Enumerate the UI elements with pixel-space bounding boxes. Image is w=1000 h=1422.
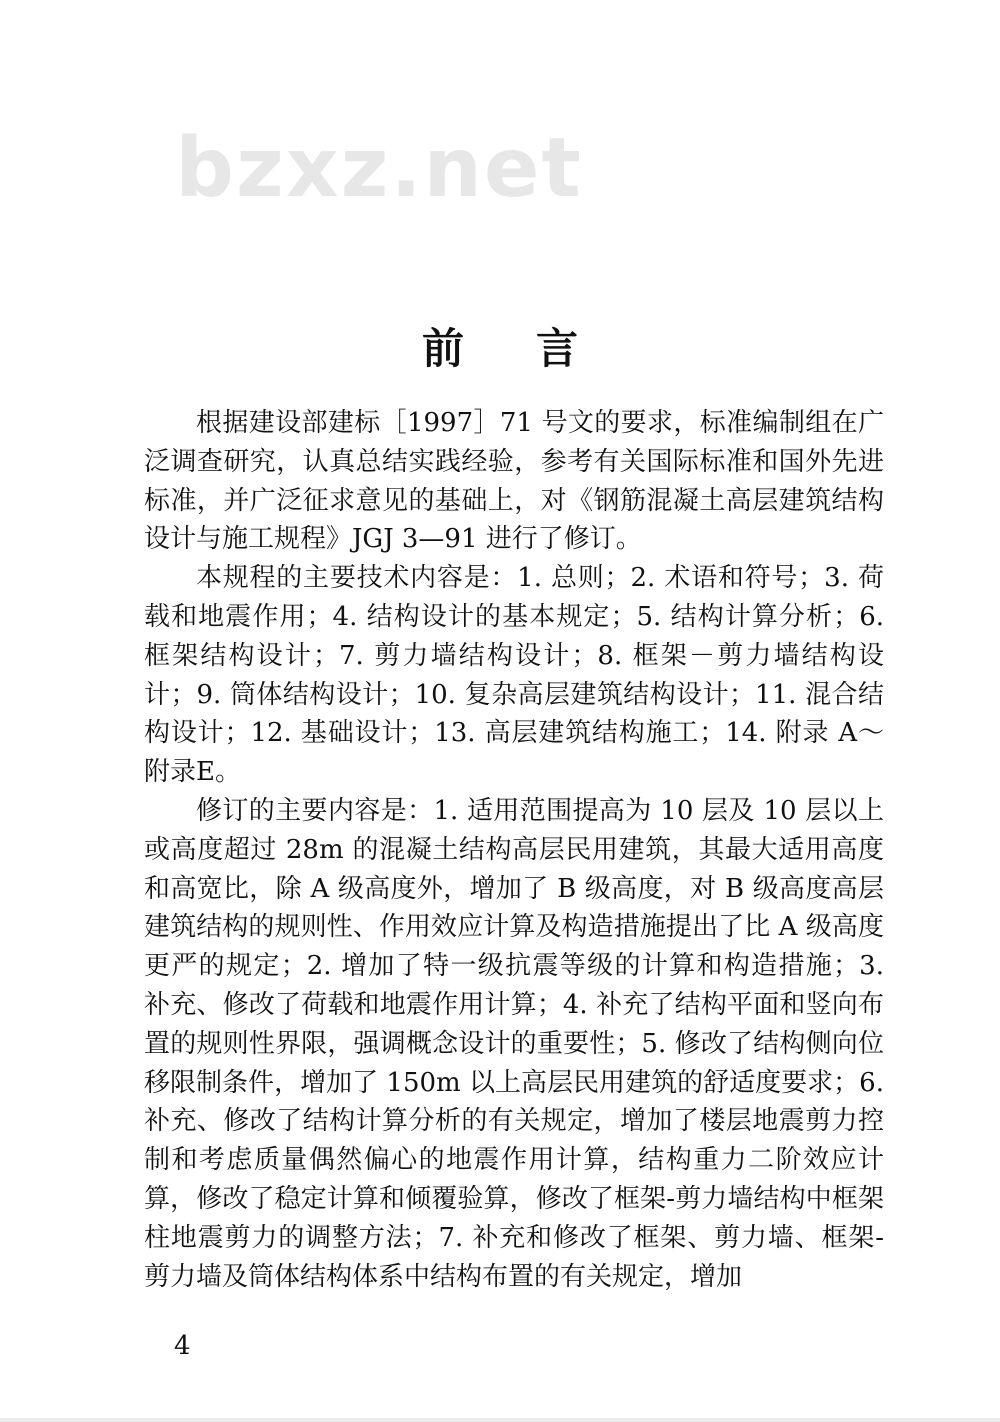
paragraph-revision-contents: 修订的主要内容是：1. 适用范围提高为 10 层及 10 层以上或高度超过 28m 的混凝土结构高层民用建筑，其最大适用高度和高宽比，除 A 级高度外，增加了 B 级高度，对 B 级高度高层建筑结构的规则性、作用效应计算及构造措施提出了比 A 级高度更严的规定；2. 增加了特一级抗震等级的计算和构造措施；3. 补充、修改了荷载和地震作用计算；4. 补充了结构平面和竖向布置的规则性界限，强调概念设计的重要性；5. 修改了结构侧向位移限制条件，增加了 150m 以上高层民用建筑的舒适度要求；6. 补充、修改了结构计算分析的有关规定，增加了楼层地震剪力控制和考虑质量偶然偏心的地震作用计算，结构重力二阶效应计算，修改了稳定计算和倾覆验算，修改了框架-剪力墙结构中框架柱地震剪力的调整方法；7. 补充和修改了框架、剪力墙、框架-剪力墙及筒体结构体系中结构布置的有关规定，增加 xyxy=(144,795,884,1292)
page-number: 4 xyxy=(174,1331,191,1361)
page-title: 前言 xyxy=(421,324,650,374)
paragraph-main-contents: 本规程的主要技术内容是：1. 总则；2. 术语和符号；3. 荷载和地震作用；4. 结构设计的基本规定；5. 结构计算分析；6. 框架结构设计；7. 剪力墙结构设计；8. 框架－剪力墙结构设计；9. 筒体结构设计；10. 复杂高层建筑结构设计；11. 混合结构设计；12. 基础设计；13. 高层建筑结构施工；14. 附录 A～附录E。 xyxy=(144,563,884,788)
watermark: bzxz.net xyxy=(175,121,583,216)
paragraph-background: 根据建设部建标［1997］71 号文的要求，标准编制组在广泛调查研究，认真总结实践经验，参考有关国际标准和国外先进标准，并广泛征求意见的基础上，对《钢筋混凝土高层建筑结构设计与施工规程》JGJ 3—91 进行了修订。 xyxy=(144,408,884,555)
body-text xyxy=(144,404,884,1296)
page-bottom-edge xyxy=(0,1418,1000,1422)
